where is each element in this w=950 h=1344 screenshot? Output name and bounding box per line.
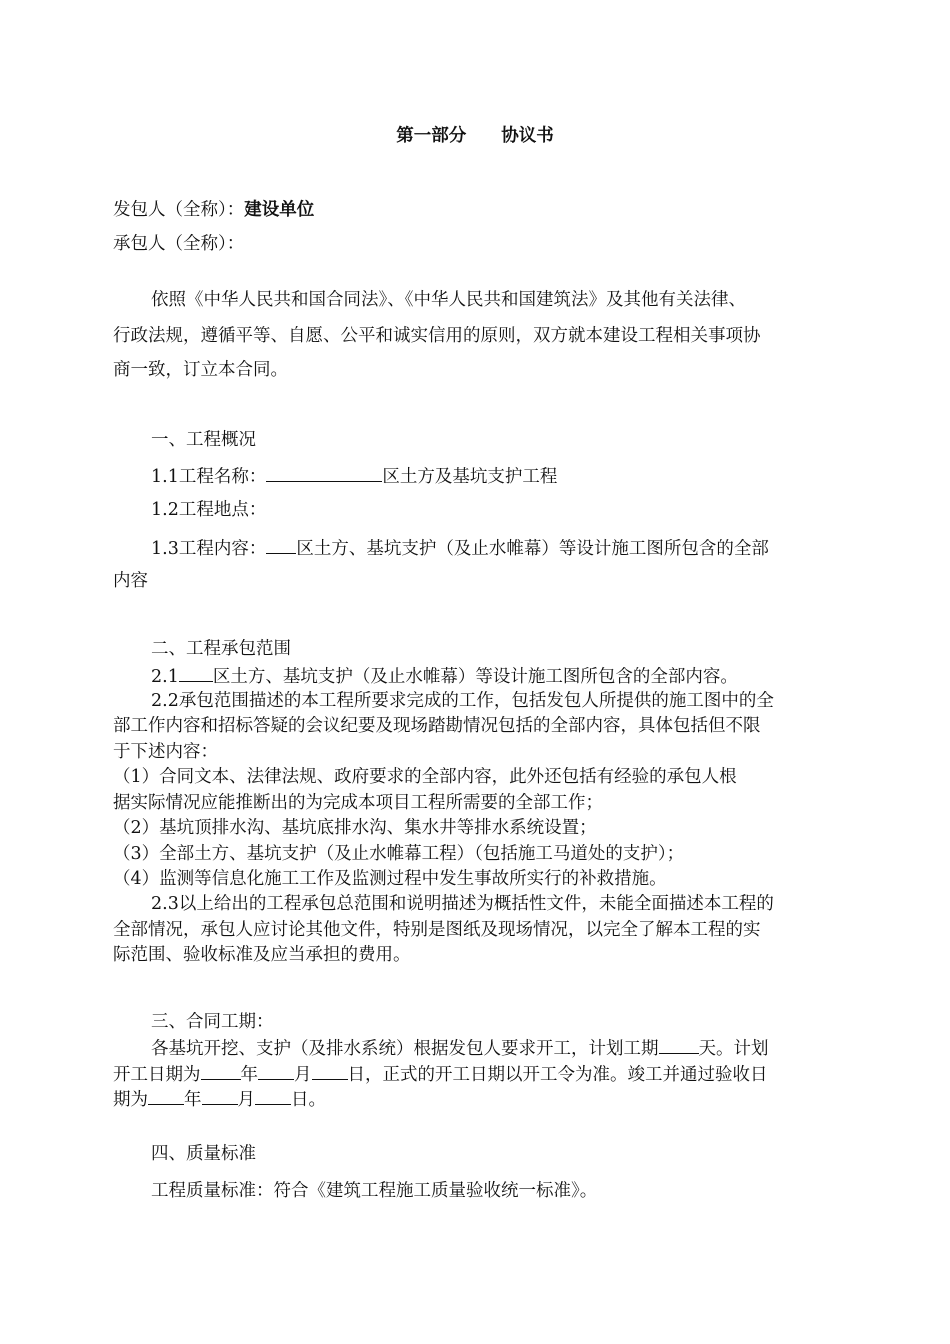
text: 日。	[291, 1090, 326, 1110]
section1-item3	[151, 535, 769, 561]
blank-field	[659, 1035, 699, 1054]
blank-field	[312, 1061, 348, 1080]
section2-item3-line3: 际范围、验收标准及应当承担的费用。	[113, 945, 411, 965]
section1-item3-cont: 内容	[113, 571, 148, 591]
item1-text: 区土方、基坑支护（及止水帷幕）等设计施工图所包含的全部内容。	[212, 667, 738, 687]
blank-field	[202, 1086, 238, 1105]
section3-line1	[151, 1035, 769, 1061]
section2-sub1-line1: （1）合同文本、法律法规、政府要求的全部内容，此外还包括有经验的承包人根	[113, 767, 737, 787]
blank-field	[179, 663, 213, 682]
blank-field	[148, 1086, 184, 1105]
text: 月	[237, 1090, 255, 1110]
section2-sub4: （4）监测等信息化施工工作及监测过程中发生事故所实行的补救措施。	[113, 869, 667, 889]
item1-text: 区土方及基坑支护工程	[382, 467, 558, 487]
employer-line	[113, 198, 314, 222]
text: 年	[184, 1090, 202, 1110]
text: 各基坑开挖、支护（及排水系统）根据发包人要求开工，计划工期	[151, 1039, 659, 1059]
section3-line2	[113, 1061, 768, 1087]
text: 期为	[113, 1090, 148, 1110]
section3-heading: 三、合同工期：	[151, 1012, 274, 1032]
item1-label: 2.1	[151, 667, 179, 687]
section2-heading: 二、工程承包范围	[151, 639, 291, 659]
item1-label: 1.1工程名称：	[151, 467, 267, 487]
text: 日，正式的开工日期以开工令为准。竣工并通过验收日	[347, 1065, 768, 1085]
section1-item1	[151, 463, 557, 489]
section2-item2-line2: 部工作内容和招标答疑的会议纪要及现场踏勘情况包括的全部内容，具体包括但不限	[113, 716, 761, 736]
blank-field	[258, 1061, 294, 1080]
text: 开工日期为	[113, 1065, 201, 1085]
page-title: 第一部分 协议书	[396, 126, 554, 146]
section4-heading: 四、质量标准	[151, 1144, 256, 1164]
section2-sub3: （3）全部土方、基坑支护（及止水帷幕工程）（包括施工马道处的支护）；	[113, 844, 685, 864]
blank-field	[266, 535, 296, 554]
text: 月	[294, 1065, 312, 1085]
blank-field	[266, 463, 382, 482]
blank-field	[255, 1086, 291, 1105]
item3-label: 1.3工程内容：	[151, 539, 267, 559]
section1-item2: 1.2工程地点：	[151, 500, 267, 520]
text: 年	[240, 1065, 258, 1085]
intro-line-1: 依照《中华人民共和国合同法》、《中华人民共和国建筑法》及其他有关法律、	[151, 290, 746, 310]
employer-value: 建设单位	[244, 200, 315, 220]
section2-sub2: （2）基坑顶排水沟、基坑底排水沟、集水井等排水系统设置；	[113, 818, 597, 838]
section2-item1	[151, 663, 738, 689]
contractor-label: 承包人（全称）：	[113, 234, 245, 254]
text: 天。计划	[698, 1039, 769, 1059]
blank-field	[201, 1061, 241, 1080]
section2-item3-line2: 全部情况，承包人应讨论其他文件，特别是图纸及现场情况，以完全了解本工程的实	[113, 920, 761, 940]
section2-item2-line1: 2.2承包范围描述的本工程所要求完成的工作，包括发包人所提供的施工图中的全	[151, 691, 774, 711]
employer-label: 发包人（全称）：	[113, 200, 245, 220]
section2-item3-line1: 2.3以上给出的工程承包总范围和说明描述为概括性文件，未能全面描述本工程的	[151, 894, 774, 914]
intro-line-3: 商一致，订立本合同。	[113, 360, 288, 380]
section4-text: 工程质量标准：符合《建筑工程施工质量验收统一标准》。	[151, 1181, 598, 1201]
intro-line-2: 行政法规，遵循平等、自愿、公平和诚实信用的原则，双方就本建设工程相关事项协	[113, 326, 761, 346]
section3-line3	[113, 1086, 326, 1112]
item3-text: 区土方、基坑支护（及止水帷幕）等设计施工图所包含的全部	[296, 539, 769, 559]
section2-sub1-line2: 据实际情况应能推断出的为完成本项目工程所需要的全部工作；	[113, 793, 603, 813]
section1-heading: 一、工程概况	[151, 430, 256, 450]
section2-item2-line3: 于下述内容：	[113, 742, 218, 762]
